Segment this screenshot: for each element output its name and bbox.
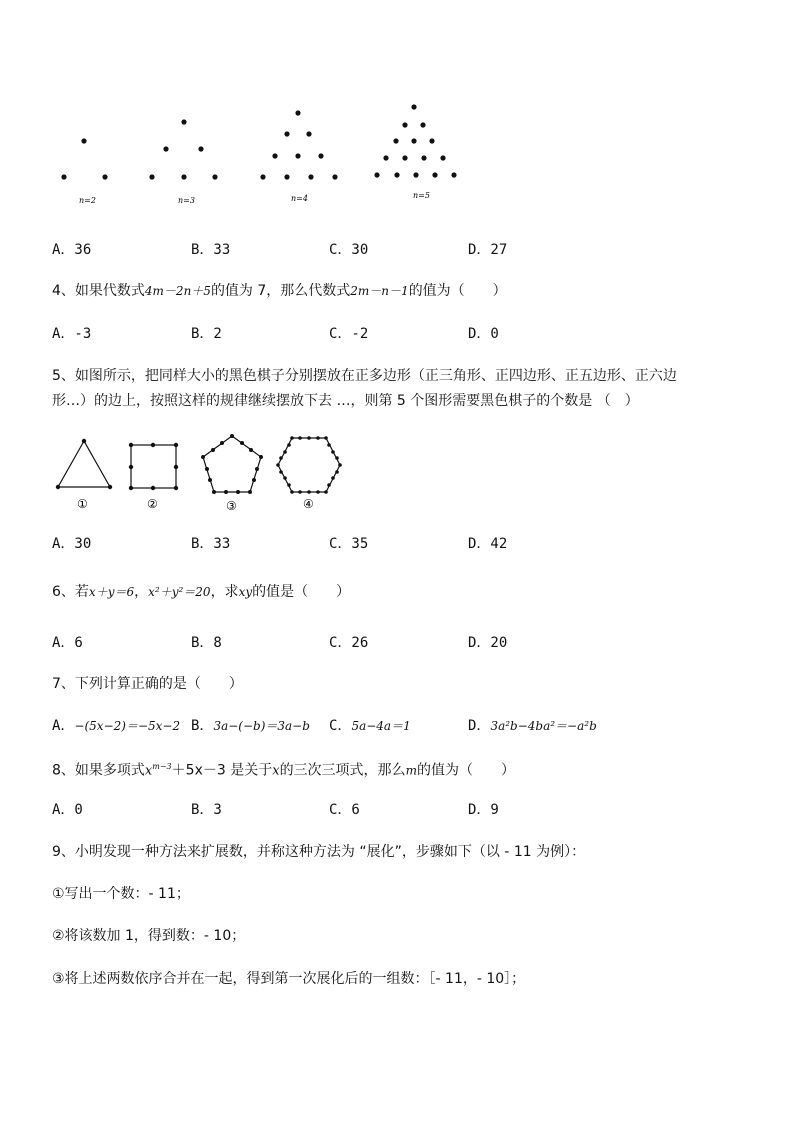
- triangle-shape: [58, 441, 110, 487]
- q6-option-c[interactable]: C．26: [329, 635, 369, 651]
- q6-suffix: 的值是（ ）: [252, 584, 351, 600]
- polygon-label-2: ②: [147, 497, 158, 511]
- hexagon-shape: [278, 438, 340, 492]
- question-6: [52, 582, 350, 602]
- q7-option-a[interactable]: [52, 716, 180, 736]
- pattern-n3: [149, 119, 217, 179]
- square-dots: [129, 443, 178, 490]
- q4-option-a[interactable]: A．-3: [52, 326, 92, 342]
- q4-option-b[interactable]: B．2: [191, 326, 222, 342]
- q6-option-a[interactable]: A．6: [52, 635, 83, 651]
- q4-suffix: 的值为（ ）: [408, 283, 507, 299]
- q7-option-b-expr: 3a−(−b)＝3a−b: [213, 719, 310, 733]
- triangle-dots: [56, 439, 112, 489]
- q5-option-a[interactable]: A．30: [52, 536, 92, 552]
- q4-prefix: 4、如果代数式: [52, 283, 145, 299]
- q5-line2: 形…）的边上，按照这样的规律继续摆放下去 …，则第 5 个图形需要黑色棋子的个数是 （ ）: [52, 393, 639, 409]
- question-8: [52, 757, 515, 782]
- q8-mid: 的三次三项式，那么: [279, 762, 406, 779]
- pentagon-shape: [203, 436, 261, 492]
- polygon-figure: [0, 425, 794, 520]
- pentagon-dots: [201, 434, 263, 494]
- q7-option-d-label: D．: [468, 718, 491, 734]
- q6-prefix: 6、若: [52, 584, 89, 600]
- q6-mid: ，求: [210, 584, 239, 600]
- q6-expr2: x²＋y²＝20: [148, 585, 211, 599]
- q8-var: x: [272, 763, 280, 779]
- q7-option-c-expr: 5a−4a＝1: [351, 719, 411, 733]
- label-n5: n=5: [413, 191, 430, 200]
- q3-option-a[interactable]: A．36: [52, 242, 92, 258]
- q8-option-a[interactable]: A．0: [52, 802, 83, 818]
- q4-option-d[interactable]: D．0: [468, 326, 499, 342]
- q4-expr1: 4m－2n＋5: [144, 284, 211, 298]
- q8-rest: ＋5x－3 是关于: [171, 762, 273, 779]
- q8-exponent: m−3: [152, 762, 172, 771]
- polygon-label-4: ④: [303, 497, 314, 511]
- hexagon-dots: [276, 436, 342, 494]
- label-n4: n=4: [291, 194, 308, 203]
- square-shape: [131, 445, 176, 488]
- q7-text: 7、下列计算正确的是（ ）: [52, 676, 243, 692]
- q3-option-b[interactable]: B．33: [191, 242, 231, 258]
- q7-option-d-expr: 3a²b−4ba²＝−a²b: [490, 719, 597, 733]
- q5-option-d[interactable]: D．42: [468, 536, 508, 552]
- q8-option-b[interactable]: B．3: [191, 802, 222, 818]
- q4-option-c[interactable]: C．-2: [329, 326, 369, 342]
- q5-option-c[interactable]: C．35: [329, 536, 369, 552]
- label-n2: n=2: [79, 196, 96, 205]
- label-n3: n=3: [178, 196, 195, 205]
- q8-option-c[interactable]: C．6: [329, 802, 360, 818]
- q3-option-d[interactable]: D．27: [468, 242, 508, 258]
- q5-option-b[interactable]: B．33: [191, 536, 231, 552]
- pattern-n4: [260, 110, 337, 179]
- q8-suffix: 的值为（ ）: [416, 762, 515, 779]
- q9-step3: ③将上述两数依序合并在一起，得到第一次展化后的一组数：［- 11，- 10］；: [52, 971, 526, 987]
- polygon-label-1: ①: [77, 497, 88, 511]
- q7-option-a-label: A．: [52, 718, 75, 734]
- q6-sep: ，: [134, 584, 149, 600]
- dot-pattern-figure: [0, 0, 794, 220]
- question-4: [52, 281, 507, 301]
- q7-option-c-label: C．: [329, 718, 352, 734]
- q6-option-b[interactable]: B．8: [191, 635, 222, 651]
- q6-option-d[interactable]: D．20: [468, 635, 508, 651]
- q8-var2: m: [405, 763, 417, 778]
- q7-option-b-label: B．: [191, 718, 214, 734]
- q7-option-b[interactable]: [191, 716, 310, 736]
- q7-option-a-expr: −(5x−2)＝−5x−2: [74, 719, 181, 733]
- q5-line1: 5、如图所示，把同样大小的黑色棋子分别摆放在正多边形（正三角形、正四边形、正五边形、正六边: [52, 368, 677, 384]
- polygon-label-3: ③: [226, 499, 237, 513]
- q4-mid: 的值为 7，那么代数式: [210, 283, 351, 299]
- q8-expr: x: [144, 763, 153, 779]
- q6-expr3: xy: [238, 585, 253, 599]
- q9-step1: ①写出一个数：- 11；: [52, 886, 190, 902]
- pattern-n5: [374, 104, 456, 177]
- q6-expr1: x＋y＝6: [88, 585, 135, 599]
- q8-option-d[interactable]: D．9: [468, 802, 499, 818]
- q9-step2: ②将该数加 1，得到数：- 10；: [52, 928, 246, 944]
- q4-expr2: 2m－n－1: [350, 284, 409, 298]
- q9-line1: 9、小明发现一种方法来扩展数，并称这种方法为 “展化”，步骤如下（以 - 11 为例）：: [52, 844, 586, 860]
- q3-option-c[interactable]: C．30: [329, 242, 369, 258]
- q8-prefix: 8、如果多项式: [52, 762, 145, 779]
- q7-option-d[interactable]: [468, 716, 597, 736]
- q7-option-c[interactable]: [329, 716, 411, 736]
- pattern-n2: [61, 138, 107, 179]
